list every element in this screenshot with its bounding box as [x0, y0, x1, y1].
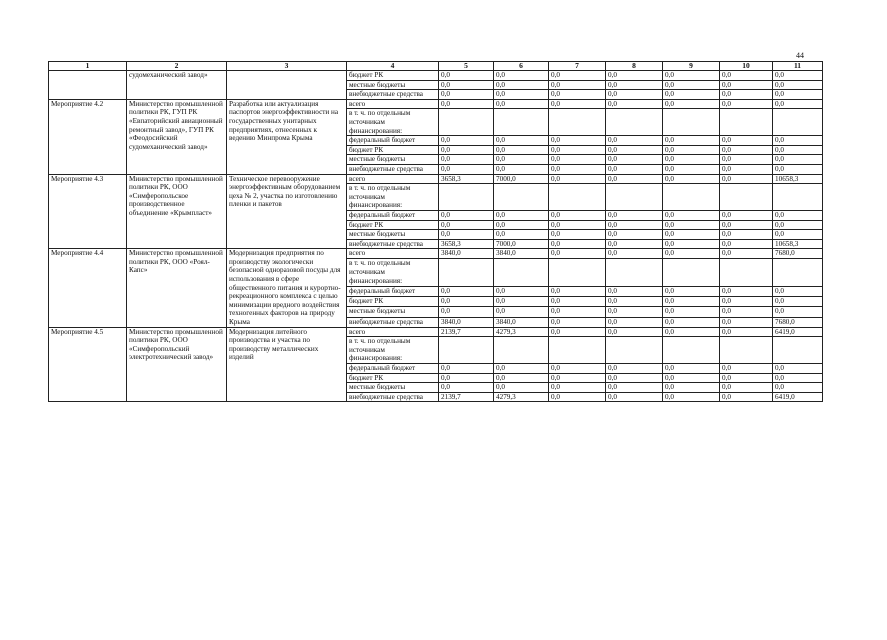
value-cell: 0,0: [494, 364, 549, 374]
measure-name-cell: Мероприятие 4.5: [49, 327, 127, 402]
value-cell: 6419,0: [773, 392, 823, 402]
value-cell: 0,0: [606, 210, 663, 220]
funding-source-cell: внебюджетные средства: [347, 164, 439, 174]
value-cell: 0,0: [439, 220, 494, 230]
column-header-6: 6: [494, 62, 549, 71]
empty-cell: [606, 259, 663, 287]
table-row: [49, 99, 823, 109]
value-cell: 0,0: [439, 297, 494, 307]
value-cell: 0,0: [773, 145, 823, 155]
value-cell: 0,0: [549, 383, 606, 393]
value-cell: 3658,3: [439, 239, 494, 249]
value-cell: 0,0: [773, 99, 823, 109]
value-cell: 0,0: [720, 392, 773, 402]
value-cell: 0,0: [773, 364, 823, 374]
value-cell: 0,0: [494, 155, 549, 165]
value-cell: 0,0: [439, 99, 494, 109]
value-cell: 0,0: [606, 327, 663, 337]
value-cell: 0,0: [663, 210, 720, 220]
value-cell: 0,0: [663, 239, 720, 249]
value-cell: 0,0: [663, 164, 720, 174]
value-cell: 0,0: [720, 90, 773, 100]
value-cell: 0,0: [773, 210, 823, 220]
value-cell: 0,0: [720, 99, 773, 109]
value-cell: 0,0: [606, 136, 663, 146]
empty-cell: [773, 337, 823, 364]
empty-cell: [549, 184, 606, 211]
measure-name-cell: Мероприятие 4.4: [49, 249, 127, 327]
value-cell: 0,0: [606, 239, 663, 249]
value-cell: 0,0: [439, 71, 494, 81]
page-number: 44: [796, 51, 804, 60]
value-cell: 0,0: [663, 90, 720, 100]
value-cell: 0,0: [720, 317, 773, 327]
value-cell: 0,0: [494, 145, 549, 155]
funding-source-cell: местные бюджеты: [347, 307, 439, 317]
value-cell: 0,0: [720, 230, 773, 240]
empty-cell: [494, 184, 549, 211]
value-cell: 0,0: [549, 145, 606, 155]
value-cell: 0,0: [494, 230, 549, 240]
value-cell: 0,0: [720, 174, 773, 184]
value-cell: 0,0: [720, 136, 773, 146]
value-cell: 0,0: [606, 373, 663, 383]
value-cell: 0,0: [439, 80, 494, 90]
value-cell: 0,0: [663, 327, 720, 337]
value-cell: 0,0: [439, 287, 494, 297]
value-cell: 0,0: [773, 90, 823, 100]
funding-source-cell: федеральный бюджет: [347, 364, 439, 374]
empty-cell: [720, 259, 773, 287]
value-cell: 0,0: [606, 174, 663, 184]
empty-cell: [663, 184, 720, 211]
value-cell: 7680,0: [773, 317, 823, 327]
value-cell: 0,0: [606, 164, 663, 174]
measure-name-cell: Мероприятие 4.2: [49, 99, 127, 174]
value-cell: 0,0: [663, 174, 720, 184]
value-cell: 0,0: [773, 230, 823, 240]
value-cell: 0,0: [439, 164, 494, 174]
value-cell: 0,0: [549, 297, 606, 307]
funding-source-cell: внебюджетные средства: [347, 392, 439, 402]
value-cell: 0,0: [720, 239, 773, 249]
value-cell: 0,0: [439, 145, 494, 155]
value-cell: 0,0: [663, 99, 720, 109]
table-row: [49, 249, 823, 259]
value-cell: 0,0: [606, 317, 663, 327]
value-cell: 0,0: [549, 239, 606, 249]
value-cell: 0,0: [720, 327, 773, 337]
value-cell: 0,0: [494, 71, 549, 81]
funding-source-cell: бюджет РК: [347, 145, 439, 155]
value-cell: 0,0: [494, 136, 549, 146]
value-cell: 0,0: [606, 80, 663, 90]
value-cell: 0,0: [663, 249, 720, 259]
empty-cell: [549, 337, 606, 364]
header-row: [49, 62, 823, 71]
column-header-7: 7: [549, 62, 606, 71]
value-cell: 0,0: [439, 230, 494, 240]
empty-cell: [606, 109, 663, 136]
funding-source-cell: федеральный бюджет: [347, 136, 439, 146]
value-cell: 10658,3: [773, 174, 823, 184]
value-cell: 0,0: [773, 136, 823, 146]
value-cell: 0,0: [720, 80, 773, 90]
value-cell: 0,0: [606, 145, 663, 155]
value-cell: 0,0: [606, 392, 663, 402]
value-cell: 0,0: [720, 155, 773, 165]
value-cell: 0,0: [549, 155, 606, 165]
value-cell: 7000,0: [494, 174, 549, 184]
value-cell: 7000,0: [494, 239, 549, 249]
value-cell: 0,0: [606, 99, 663, 109]
funding-source-cell: всего: [347, 99, 439, 109]
description-cell: Модернизация литейного производства и участка по производству металлических изделий: [227, 327, 347, 402]
funding-source-cell: местные бюджеты: [347, 230, 439, 240]
value-cell: 0,0: [663, 230, 720, 240]
value-cell: 0,0: [494, 373, 549, 383]
empty-cell: [773, 109, 823, 136]
value-cell: 0,0: [549, 317, 606, 327]
value-cell: 0,0: [663, 364, 720, 374]
funding-source-cell: внебюджетные средства: [347, 239, 439, 249]
value-cell: 0,0: [663, 220, 720, 230]
value-cell: 0,0: [549, 90, 606, 100]
value-cell: 6419,0: [773, 327, 823, 337]
value-cell: 0,0: [549, 249, 606, 259]
value-cell: 0,0: [720, 383, 773, 393]
funding-source-cell: бюджет РК: [347, 71, 439, 81]
value-cell: 0,0: [720, 297, 773, 307]
executor-cell: Министерство промышленной политики РК, ООО «Симферопольское производственное объединение «Крымпласт»: [127, 174, 227, 249]
value-cell: 0,0: [720, 287, 773, 297]
funding-source-cell: бюджет РК: [347, 220, 439, 230]
value-cell: 0,0: [549, 230, 606, 240]
value-cell: 0,0: [439, 373, 494, 383]
empty-cell: [663, 259, 720, 287]
value-cell: 0,0: [549, 327, 606, 337]
value-cell: 0,0: [606, 383, 663, 393]
value-cell: 0,0: [606, 287, 663, 297]
value-cell: 0,0: [549, 174, 606, 184]
executor-cell: Министерство промышленной политики РК, ООО «Симферопольский электротехнический завод»: [127, 327, 227, 402]
funding-source-cell: местные бюджеты: [347, 383, 439, 393]
value-cell: 0,0: [549, 220, 606, 230]
value-cell: 3840,0: [494, 249, 549, 259]
value-cell: 0,0: [663, 136, 720, 146]
value-cell: 0,0: [439, 90, 494, 100]
value-cell: 0,0: [773, 373, 823, 383]
empty-cell: [720, 337, 773, 364]
value-cell: 0,0: [549, 71, 606, 81]
value-cell: 0,0: [773, 287, 823, 297]
value-cell: 2139,7: [439, 327, 494, 337]
column-header-5: 5: [439, 62, 494, 71]
funding-source-cell: в т. ч. по отдельным источникам финансирования:: [347, 259, 439, 287]
value-cell: 0,0: [720, 210, 773, 220]
value-cell: 0,0: [494, 297, 549, 307]
funding-table: [48, 61, 823, 402]
value-cell: 0,0: [663, 71, 720, 81]
value-cell: 3840,0: [439, 317, 494, 327]
value-cell: 0,0: [663, 287, 720, 297]
funding-source-cell: внебюджетные средства: [347, 317, 439, 327]
empty-cell: [439, 259, 494, 287]
value-cell: 0,0: [549, 99, 606, 109]
value-cell: 0,0: [773, 383, 823, 393]
value-cell: 0,0: [606, 155, 663, 165]
empty-cell: [439, 184, 494, 211]
value-cell: 0,0: [439, 155, 494, 165]
column-header-1: 1: [49, 62, 127, 71]
value-cell: 0,0: [606, 364, 663, 374]
value-cell: 0,0: [606, 90, 663, 100]
column-header-11: 11: [773, 62, 823, 71]
funding-source-cell: федеральный бюджет: [347, 287, 439, 297]
value-cell: 7680,0: [773, 249, 823, 259]
funding-source-cell: внебюджетные средства: [347, 90, 439, 100]
description-cell: Модернизация предприятия по производству экологически безопасной одноразовой посуды для использования в сфере общественного питания и курортно-рекреационного комплекса с целью минимизации вредного воздействия техногенных факторов на природу Крыма: [227, 249, 347, 327]
value-cell: 3840,0: [494, 317, 549, 327]
value-cell: 0,0: [494, 383, 549, 393]
value-cell: 0,0: [549, 307, 606, 317]
value-cell: 0,0: [663, 383, 720, 393]
column-header-3: 3: [227, 62, 347, 71]
funding-source-cell: всего: [347, 174, 439, 184]
value-cell: 0,0: [606, 220, 663, 230]
value-cell: 0,0: [773, 80, 823, 90]
value-cell: 0,0: [549, 136, 606, 146]
value-cell: 0,0: [494, 210, 549, 220]
empty-cell: [439, 109, 494, 136]
value-cell: 0,0: [663, 155, 720, 165]
value-cell: 2139,7: [439, 392, 494, 402]
column-header-2: 2: [127, 62, 227, 71]
value-cell: 0,0: [773, 164, 823, 174]
value-cell: 0,0: [494, 90, 549, 100]
value-cell: 0,0: [439, 383, 494, 393]
value-cell: 0,0: [720, 364, 773, 374]
value-cell: 0,0: [663, 145, 720, 155]
empty-cell: [494, 109, 549, 136]
column-header-10: 10: [720, 62, 773, 71]
value-cell: 0,0: [439, 210, 494, 220]
value-cell: 3658,3: [439, 174, 494, 184]
value-cell: 0,0: [549, 80, 606, 90]
funding-source-cell: местные бюджеты: [347, 155, 439, 165]
value-cell: 0,0: [720, 71, 773, 81]
value-cell: 0,0: [494, 307, 549, 317]
value-cell: 0,0: [773, 155, 823, 165]
funding-source-cell: в т. ч. по отдельным источникам финансирования:: [347, 184, 439, 211]
empty-cell: [439, 337, 494, 364]
description-cell: [227, 71, 347, 100]
value-cell: 0,0: [439, 136, 494, 146]
table-row: [49, 71, 823, 81]
value-cell: 10658,3: [773, 239, 823, 249]
funding-source-cell: в т. ч. по отдельным источникам финансирования:: [347, 109, 439, 136]
empty-cell: [549, 259, 606, 287]
value-cell: 0,0: [549, 364, 606, 374]
value-cell: 0,0: [549, 210, 606, 220]
column-header-9: 9: [663, 62, 720, 71]
value-cell: 0,0: [720, 220, 773, 230]
value-cell: 0,0: [549, 164, 606, 174]
funding-source-cell: в т. ч. по отдельным источникам финансирования:: [347, 337, 439, 364]
funding-source-cell: местные бюджеты: [347, 80, 439, 90]
column-header-4: 4: [347, 62, 439, 71]
value-cell: 3840,0: [439, 249, 494, 259]
empty-cell: [773, 184, 823, 211]
measure-name-cell: Мероприятие 4.3: [49, 174, 127, 249]
empty-cell: [663, 109, 720, 136]
empty-cell: [606, 337, 663, 364]
value-cell: 0,0: [663, 307, 720, 317]
funding-source-cell: федеральный бюджет: [347, 210, 439, 220]
value-cell: 0,0: [773, 307, 823, 317]
funding-source-cell: бюджет РК: [347, 373, 439, 383]
value-cell: 0,0: [494, 287, 549, 297]
value-cell: 0,0: [720, 307, 773, 317]
value-cell: 0,0: [606, 297, 663, 307]
value-cell: 0,0: [606, 230, 663, 240]
description-cell: Техническое перевооружение энергоэффективным оборудованием цеха № 2, участка по изготовлению пленки и пакетов: [227, 174, 347, 249]
value-cell: 0,0: [606, 249, 663, 259]
empty-cell: [549, 109, 606, 136]
value-cell: 0,0: [549, 373, 606, 383]
funding-source-cell: всего: [347, 249, 439, 259]
value-cell: 0,0: [606, 307, 663, 317]
empty-cell: [663, 337, 720, 364]
funding-source-cell: бюджет РК: [347, 297, 439, 307]
value-cell: 0,0: [494, 99, 549, 109]
value-cell: 0,0: [773, 71, 823, 81]
empty-cell: [720, 184, 773, 211]
measure-name-cell: [49, 71, 127, 100]
value-cell: 0,0: [720, 373, 773, 383]
value-cell: 0,0: [663, 317, 720, 327]
table-row: [49, 327, 823, 337]
executor-cell: судомеханический завод»: [127, 71, 227, 100]
value-cell: 0,0: [663, 297, 720, 307]
executor-cell: Министерство промышленной политики РК, ООО «Роял-Капс»: [127, 249, 227, 327]
value-cell: 4279,3: [494, 327, 549, 337]
value-cell: 0,0: [663, 392, 720, 402]
empty-cell: [494, 259, 549, 287]
empty-cell: [720, 109, 773, 136]
value-cell: 0,0: [606, 71, 663, 81]
value-cell: 0,0: [720, 164, 773, 174]
column-header-8: 8: [606, 62, 663, 71]
value-cell: 0,0: [663, 373, 720, 383]
value-cell: 0,0: [549, 392, 606, 402]
value-cell: 0,0: [720, 145, 773, 155]
value-cell: 0,0: [494, 164, 549, 174]
empty-cell: [773, 259, 823, 287]
value-cell: 0,0: [439, 364, 494, 374]
value-cell: 0,0: [494, 80, 549, 90]
value-cell: 0,0: [494, 220, 549, 230]
executor-cell: Министерство промышленной политики РК, ГУП РК «Евпаторийский авиационный ремонтный завод», ГУП РК «Феодосийский судомеханический завод»: [127, 99, 227, 174]
value-cell: 0,0: [773, 220, 823, 230]
value-cell: 0,0: [549, 287, 606, 297]
empty-cell: [494, 337, 549, 364]
value-cell: 4279,3: [494, 392, 549, 402]
value-cell: 0,0: [663, 80, 720, 90]
funding-source-cell: всего: [347, 327, 439, 337]
value-cell: 0,0: [720, 249, 773, 259]
description-cell: Разработка или актуализация паспортов энергоэффективности на государственных унитарных предприятиях, отнесенных к ведению Минпрома Крыма: [227, 99, 347, 174]
empty-cell: [606, 184, 663, 211]
value-cell: 0,0: [773, 297, 823, 307]
table-row: [49, 174, 823, 184]
value-cell: 0,0: [439, 307, 494, 317]
